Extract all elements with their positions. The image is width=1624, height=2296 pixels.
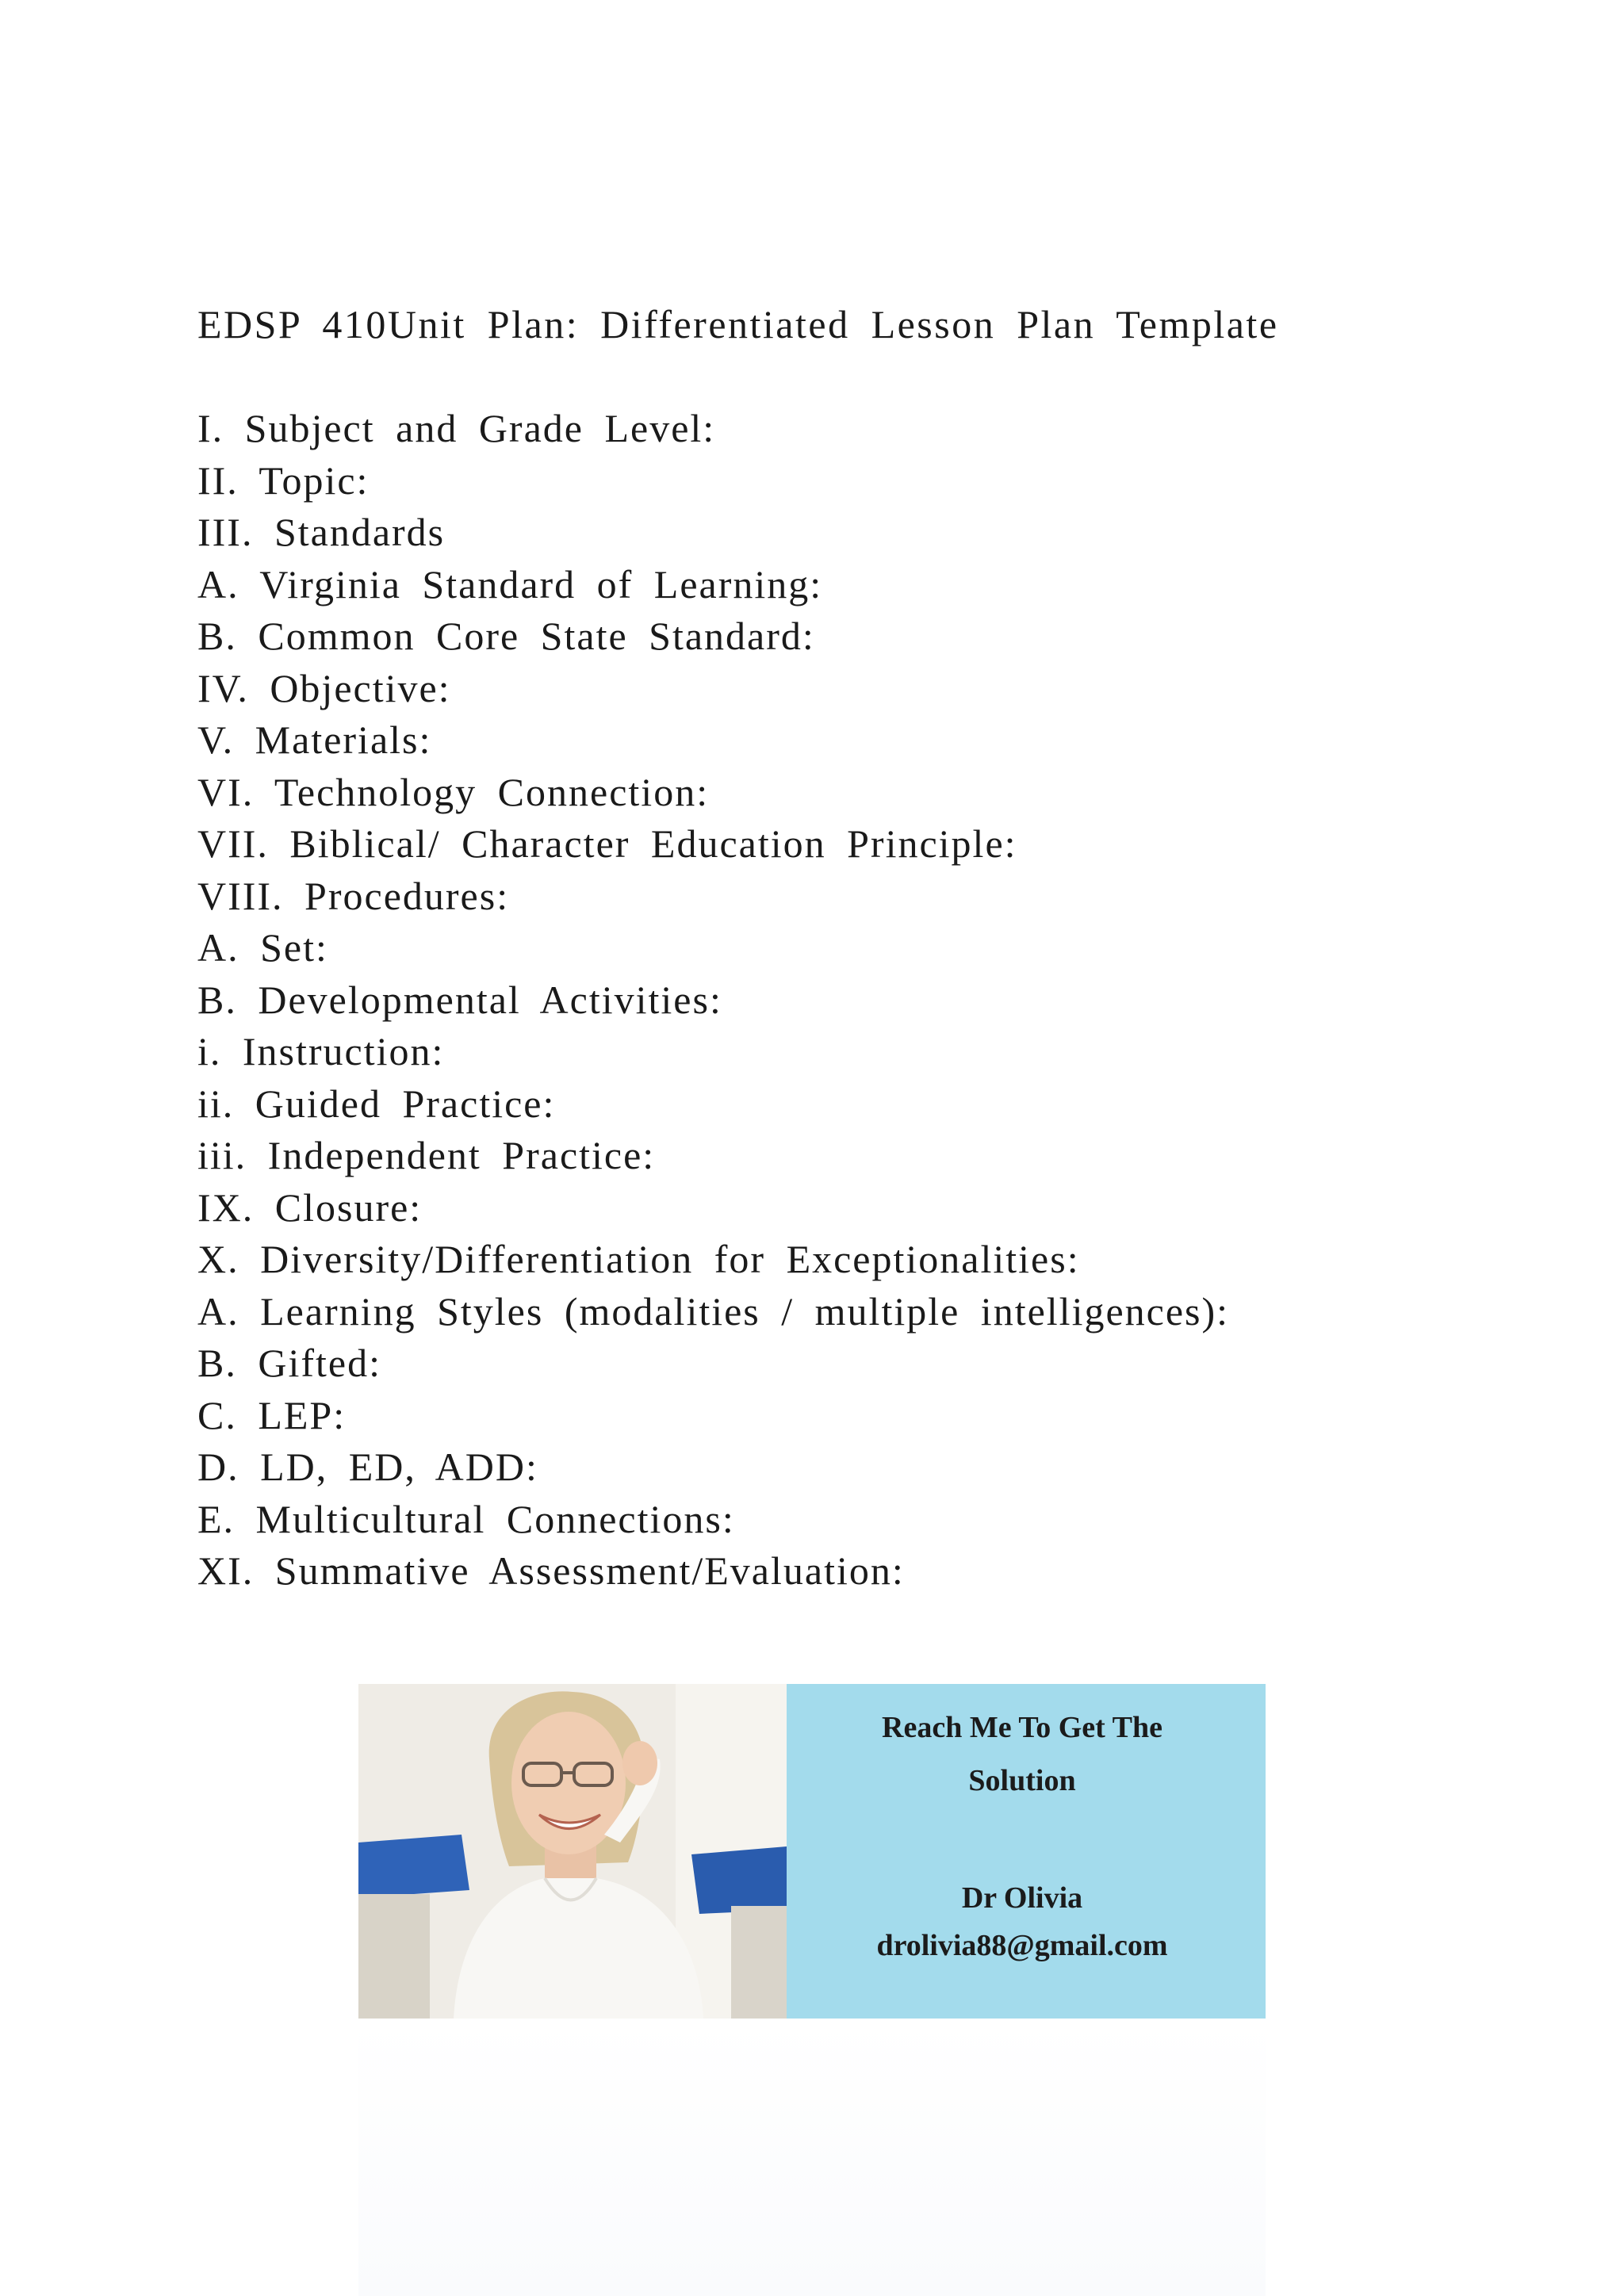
outline-item: B. Common Core State Standard: [197, 614, 815, 658]
outline-item: E. Multicultural Connections: [197, 1496, 735, 1541]
outline-item: III. Standards [197, 510, 446, 554]
outline-item: D. LD, ED, ADD: [197, 1445, 538, 1489]
outline-item: B. Developmental Activities: [197, 977, 722, 1022]
ad-contact-email: drolivia88@gmail.com [876, 1929, 1168, 1962]
blank-area [358, 2019, 1266, 2296]
outline-item: IX. Closure: [197, 1184, 423, 1230]
document-title: EDSP 410Unit Plan: Differentiated Lesson Plan Template [197, 302, 1279, 346]
outline-item: i. Instruction: [197, 1029, 445, 1073]
ad-contact-name: Dr Olivia [961, 1881, 1083, 1915]
ad-headline-2: Solution [968, 1764, 1076, 1797]
outline-item: C. LEP: [197, 1392, 347, 1437]
outline-item: iii. Independent Practice: [197, 1133, 656, 1177]
outline-item: IV. Objective: [197, 665, 451, 710]
outline-item: A. Set: [197, 925, 328, 970]
outline-item: VII. Biblical/ Character Education Principle: [197, 821, 1017, 866]
outline-item: A. Virginia Standard of Learning: [197, 561, 823, 607]
ad-headline: Reach Me To Get The [882, 1711, 1162, 1744]
contact-ad-banner [358, 1684, 1266, 2019]
outline-item: VI. Technology Connection: [197, 769, 710, 814]
outline-item: X. Diversity/Differentiation for Exceptionalities: [197, 1237, 1080, 1281]
outline-item: ii. Guided Practice: [197, 1081, 556, 1126]
outline-item: II. Topic: [197, 457, 370, 503]
lesson-plan-outline [197, 403, 1229, 1598]
outline-item: B. Gifted: [197, 1341, 381, 1385]
contact-card [787, 1684, 1266, 2019]
outline-item: V. Materials: [197, 718, 432, 762]
outline-item: VIII. Procedures: [197, 873, 510, 918]
outline-item: XI. Summative Assessment/Evaluation: [197, 1548, 905, 1593]
outline-item: A. Learning Styles (modalities / multiple intelligences): [197, 1288, 1230, 1334]
woman-photo [358, 1684, 787, 2019]
outline-item: I. Subject and Grade Level: [197, 406, 716, 450]
